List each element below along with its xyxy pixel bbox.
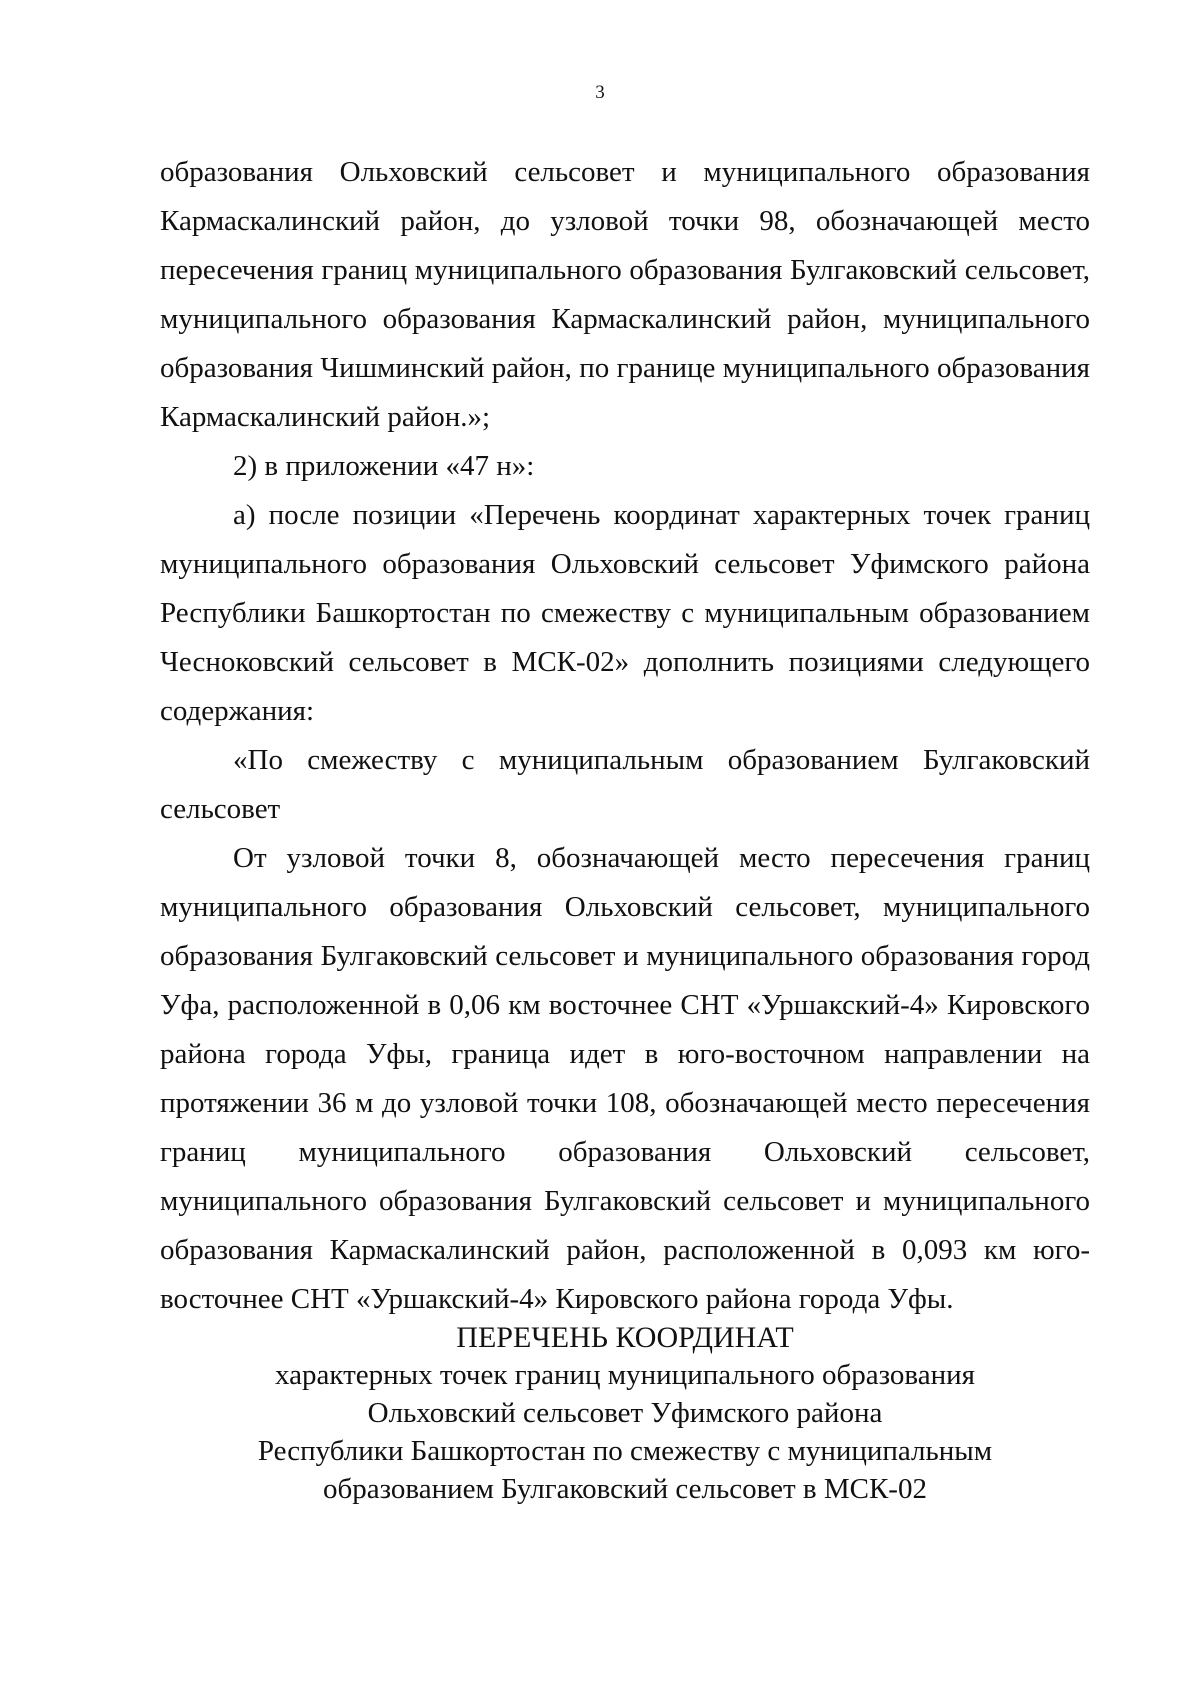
paragraph-boundary-description: От узловой точки 8, обозначающей место пересечения границ муниципального образования Ольховский сельсовет, муниципального образования Булгаковский сельсовет и муниципального образования город Уфа, расположенной в 0,06 км восточнее СНТ «Уршакский-4» Кировского района города Уфы, граница идет в юго-восточном направлении на протяжении 36 м до узловой точки 108, обозначающей место пересечения границ муниципального образования Ольховский сельсовет, муниципального образования Булгаковский сельсовет и муниципального образования Кармаскалинский район, расположенной в 0,093 км юго-восточнее СНТ «Уршакский-4» Кировского района города Уфы. — [160, 842, 1090, 1315]
heading-line-2: Ольховский сельсовет Уфимского района — [367, 1397, 883, 1429]
coordinates-list-heading — [160, 1320, 1090, 1508]
paragraph-item-2: 2) в приложении «47 н»: — [233, 450, 535, 482]
heading-line-4: образованием Булгаковский сельсовет в МСК-02 — [323, 1473, 927, 1505]
heading-title: ПЕРЕЧЕНЬ КООРДИНАТ — [456, 1321, 794, 1354]
body-text — [160, 148, 1090, 1324]
heading-line-3: Республики Башкортостан по смежеству с муниципальным — [257, 1435, 993, 1467]
heading-line-1: характерных точек границ муниципального образования — [275, 1359, 975, 1391]
paragraph-item-a: а) после позиции «Перечень координат характерных точек границ муниципального образования Ольховский сельсовет Уфимского района Республики Башкортостан по смежеству с муниципальным образованием Чесноковский сельсовет в МСК-02» дополнить позициями следующего содержания: — [160, 499, 1090, 727]
page-number: 3 — [595, 82, 605, 103]
paragraph-continuation: образования Ольховский сельсовет и муниципального образования Кармаскалинский район, до узловой точки 98, обозначающей место пересечения границ муниципального образования Булгаковский сельсовет, муниципального образования Кармаскалинский район, муниципального образования Чишминский район, по границе муниципального образования Кармаскалинский район.»; — [160, 156, 1090, 433]
paragraph-subheading-adjacency: «По смежеству с муниципальным образованием Булгаковский сельсовет — [160, 744, 1090, 825]
